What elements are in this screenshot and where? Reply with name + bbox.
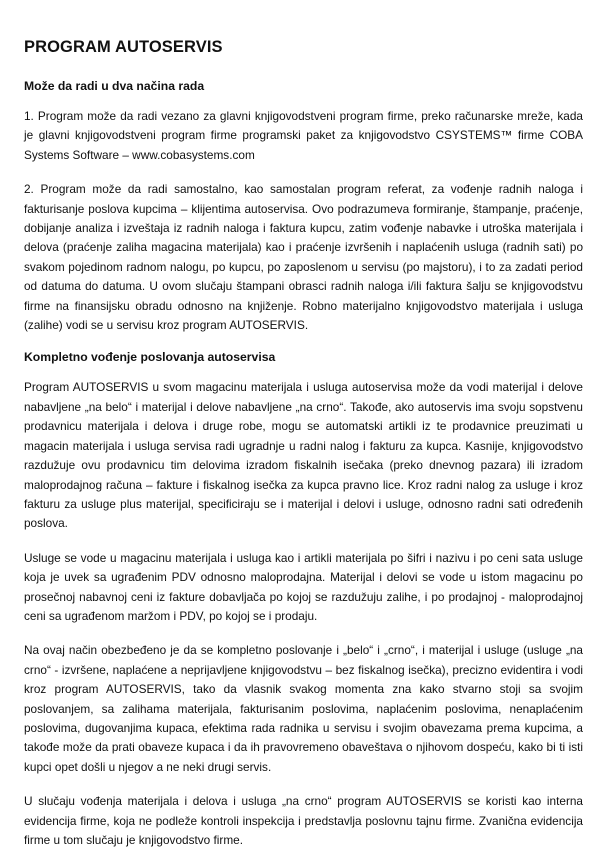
paragraph-overview: Na ovaj način obezbeđeno je da se kompletno poslovanje i „belo“ i „crno“, i materijal i usluge (usluge „na crno“ - izvršene, naplaćene a neprijavljene knjigovodstvu – bez fiskalnog isečka), precizno evidentira i vodi kroz program AUTOSERVIS, tako da vlasnik svakog momenta zna kako stvarno stoji sa svojim poslovanjem, sa zalihama materijala, fakturisanim poslovima, naplaćenim poslovima, nenaplaćenim poslovima, dugovanjima kupaca, efektima rada radnika u servisu i svojim obavezama prema kupcima, a takođe može da prati obaveze kupaca i da ih pravovremeno obaveštava o njihovom dospeću, kako bi ti isti kupci opet došli u njegov a ne neki drugi servis.	[24, 643, 583, 774]
paragraph-mode-2: 2. Program može da radi samostalno, kao samostalan program referat, za vođenje radnih naloga i fakturisanje poslova kupcima – klijentima autoservisa. Ovo podrazumeva formiranje, štampanje, praćenje, dobijanje analiza i izveštaja iz radnih naloga i faktura kupcu, zatim vođenje nabavke i utroška materijala i delova (praćenje zaliha magacina materijala) kao i praćenje izvršenih i naplaćenih usluga (radnih sati) po svakom pojedinom radnom nalogu, po kupcu, po zaposlenom u servisu (po majstoru), i to za zadati period od datuma do datuma. U ovom slučaju štampani obrasci radnih naloga i/ili faktura šalju se knjigovodstvu firme na finansijsku obradu odnosno na knjiženje. Robno materijalno knjigovodstvo materijala i usluga (zalihe) vodi se u servisu kroz program AUTOSERVIS.	[24, 182, 583, 333]
section-heading-complete-management: Kompletno vođenje poslovanja autoservisa	[24, 350, 276, 365]
paragraph-warehouse: Program AUTOSERVIS u svom magacinu materijala i usluga autoservisa može da vodi materijal i delove nabavljene „na belo“ i materijal i delove nabavljene „na crno“. Takođe, ako autoservis ima svoju sopstvenu prodavnicu materijala i delova i druge robe, mogu se automatski artikli iz te prodavnice preuzimati u magacin materijala i usluga servisa radi ugradnje u radni nalog i fakturu za kupca. Kasnije, knjigovodstvo razdužuje ovu prodavnicu tim delovima izradom fiskalnih isečaka (preko dnevnog pazara) ili izradom maloprodajnog računa – fakture i fiskalnog isečka za kupca pravno lice. Kroz radni nalog za usluge i kroz fakturu za usluge plus materijal, specificiraju se i materijal i delovi i usluge, odnosno radni sati određenih poslova.	[24, 380, 583, 531]
document-title: PROGRAM AUTOSERVIS	[24, 38, 223, 56]
paragraph-services: Usluge se vode u magacinu materijala i usluga kao i artikli materijala po šifri i nazivu i po ceni sata usluge koja je uvek sa ugrađenim PDV odnosno maloprodajna. Materijal i delovi se vode u istom magacinu po prosečnoj nabavnoj ceni iz fakture dobavljača po kojoj se razdužuju zalihe, i po prodajnoj - maloprodajnoj ceni sa ugrađenom maržom i PDV, po kojoj se i prodaju.	[24, 550, 583, 623]
paragraph-internal-records: U slučaju vođenja materijala i delova i usluga „na crno“ program AUTOSERVIS se koristi kao interna evidencija firme, koja ne podleže kontroli inspekcija i predstavlja poslovnu tajnu firme. Zvanična evidencija firme u tom slučaju je knjigovodstvo firme.	[24, 794, 583, 847]
paragraph-mode-1: 1. Program može da radi vezano za glavni knjigovodstveni program firme, preko računarske mreže, kada je glavni knjigovodstveni program firme programski paket za knjigovodstvo CSYSTEMS™ firme COBA Systems Software – www.cobasystems.com	[24, 109, 583, 162]
section-heading-modes: Može da radi u dva načina rada	[24, 79, 205, 93]
